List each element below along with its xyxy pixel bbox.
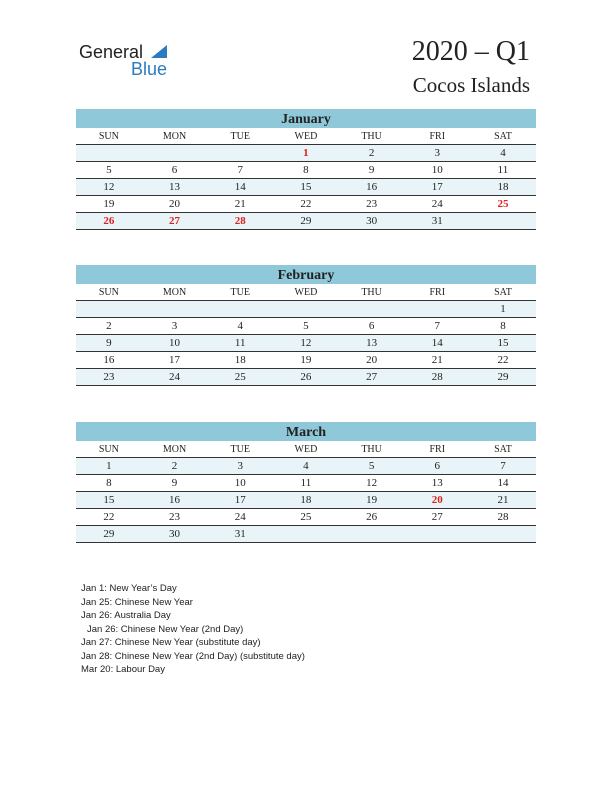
- week-row: [76, 145, 536, 162]
- weekday-header-row: [76, 284, 536, 301]
- day-cell: 27: [431, 511, 443, 523]
- day-cell: 20: [169, 198, 181, 210]
- day-cell: 24: [169, 371, 181, 383]
- day-cell: 31: [234, 528, 246, 540]
- day-cell: 21: [497, 494, 509, 506]
- week-row: [76, 352, 536, 369]
- holiday-day-cell: 28: [234, 215, 246, 227]
- day-cell: 17: [234, 494, 246, 506]
- day-cell: 11: [234, 337, 246, 349]
- day-cell: 14: [497, 477, 509, 489]
- day-cell: 10: [169, 337, 181, 349]
- day-cell: 7: [500, 460, 506, 472]
- weekday-label: WED: [294, 287, 318, 298]
- weekday-label: WED: [294, 131, 318, 142]
- day-cell: 3: [171, 320, 178, 332]
- day-cell: [339, 526, 405, 542]
- day-cell: 24: [234, 511, 246, 523]
- week-row: [76, 213, 536, 230]
- day-cell: 9: [171, 477, 178, 489]
- day-cell: 10: [431, 164, 443, 176]
- weekday-label: THU: [361, 444, 382, 455]
- day-cell: 29: [103, 528, 115, 540]
- weekday-label: TUE: [230, 287, 250, 298]
- day-cell: 17: [169, 354, 181, 366]
- week-row: [76, 179, 536, 196]
- holiday-day-cell: 27: [169, 215, 181, 227]
- week-row: [76, 458, 536, 475]
- day-cell: 21: [431, 354, 443, 366]
- day-cell: [207, 145, 273, 161]
- weekday-header-row: [76, 441, 536, 458]
- day-cell: 7: [434, 320, 441, 332]
- day-cell: 13: [169, 181, 181, 193]
- day-cell: 5: [106, 164, 112, 176]
- week-row: [76, 335, 536, 352]
- day-cell: 22: [300, 198, 312, 210]
- day-cell: [273, 301, 339, 317]
- day-cell: 30: [366, 215, 378, 227]
- day-cell: 12: [366, 477, 378, 489]
- day-cell: 8: [500, 320, 506, 332]
- week-row: [76, 301, 536, 318]
- day-cell: 8: [106, 477, 112, 489]
- day-cell: 6: [434, 460, 441, 472]
- page-subtitle: Cocos Islands: [412, 73, 530, 97]
- logo-text-blue: Blue: [131, 59, 168, 79]
- day-cell: 16: [103, 354, 115, 366]
- day-cell: 23: [169, 511, 181, 523]
- day-cell: 18: [300, 494, 312, 506]
- weekday-label: SAT: [494, 287, 512, 298]
- month-march: [76, 422, 536, 543]
- day-cell: 16: [169, 494, 181, 506]
- day-cell: 18: [234, 354, 246, 366]
- weekday-label: MON: [162, 131, 187, 142]
- day-cell: 30: [169, 528, 181, 540]
- day-cell: 20: [366, 354, 378, 366]
- day-cell: 23: [366, 198, 378, 210]
- day-cell: 2: [368, 147, 375, 159]
- day-cell: 22: [497, 354, 509, 366]
- page-title: 2020 – Q1: [411, 36, 530, 67]
- weekday-label: FRI: [429, 131, 446, 142]
- day-cell: 19: [300, 354, 312, 366]
- day-cell: 5: [303, 320, 309, 332]
- day-cell: 12: [103, 181, 115, 193]
- holiday-notes: [81, 582, 305, 677]
- weekday-label: FRI: [429, 287, 446, 298]
- day-cell: 29: [300, 215, 312, 227]
- day-cell: [470, 526, 536, 542]
- day-cell: 15: [300, 181, 312, 193]
- holiday-note: Jan 25: Chinese New Year: [81, 596, 193, 608]
- day-cell: 4: [303, 460, 309, 472]
- day-cell: 18: [497, 181, 509, 193]
- holiday-note: Jan 28: Chinese New Year (2nd Day) (substitute day): [81, 650, 305, 662]
- week-row: [76, 492, 536, 509]
- day-cell: 17: [431, 181, 443, 193]
- day-cell: 5: [368, 460, 375, 472]
- weekday-label: SUN: [98, 287, 119, 298]
- weekday-label: TUE: [230, 444, 250, 455]
- week-row: [76, 318, 536, 335]
- weekday-label: THU: [361, 287, 382, 298]
- day-cell: 31: [431, 215, 443, 227]
- day-cell: [142, 301, 208, 317]
- day-cell: 2: [171, 460, 178, 472]
- day-cell: [76, 145, 142, 161]
- weekday-label: SAT: [494, 444, 512, 455]
- brand-logo: [79, 42, 179, 82]
- day-cell: [207, 301, 273, 317]
- day-cell: 24: [431, 198, 443, 210]
- week-row: [76, 196, 536, 213]
- day-cell: [142, 145, 208, 161]
- holiday-note: Jan 27: Chinese New Year (substitute day): [81, 637, 261, 648]
- day-cell: [76, 301, 142, 317]
- weekday-label: WED: [294, 444, 318, 455]
- weekday-label: SAT: [494, 131, 512, 142]
- day-cell: 3: [237, 460, 243, 472]
- day-cell: 13: [431, 477, 443, 489]
- day-cell: 6: [368, 320, 375, 332]
- day-cell: 2: [106, 320, 112, 332]
- week-row: [76, 369, 536, 386]
- day-cell: 16: [366, 181, 378, 193]
- day-cell: [404, 301, 470, 317]
- logo-text-general: General: [79, 42, 144, 62]
- holiday-day-cell: 25: [497, 198, 509, 210]
- day-cell: 11: [497, 164, 509, 176]
- weekday-label: FRI: [429, 444, 446, 455]
- day-cell: 23: [103, 371, 115, 383]
- day-cell: 27: [366, 371, 378, 383]
- holiday-day-cell: 26: [103, 215, 115, 227]
- day-cell: 12: [300, 337, 312, 349]
- day-cell: [470, 213, 536, 229]
- weekday-label: MON: [162, 444, 187, 455]
- day-cell: 25: [234, 371, 246, 383]
- holiday-note: Jan 26: Australia Day: [81, 610, 171, 621]
- week-row: [76, 475, 536, 492]
- day-cell: 3: [434, 147, 441, 159]
- week-row: [76, 162, 536, 179]
- week-row: [76, 526, 536, 543]
- day-cell: 22: [103, 511, 115, 523]
- day-cell: [339, 301, 405, 317]
- month-february: [76, 265, 536, 386]
- holiday-note: Mar 20: Labour Day: [81, 664, 165, 675]
- day-cell: [273, 526, 339, 542]
- holiday-day-cell: 20: [431, 494, 443, 506]
- day-cell: 1: [106, 460, 112, 472]
- day-cell: 19: [366, 494, 378, 506]
- day-cell: 19: [103, 198, 115, 210]
- day-cell: 7: [237, 164, 243, 176]
- day-cell: 26: [366, 511, 378, 523]
- weekday-label: SUN: [98, 444, 119, 455]
- day-cell: 28: [497, 511, 509, 523]
- day-cell: 11: [300, 477, 312, 489]
- weekday-label: MON: [162, 287, 187, 298]
- day-cell: 14: [431, 337, 443, 349]
- weekday-label: TUE: [230, 131, 250, 142]
- month-name: January: [76, 109, 536, 128]
- day-cell: 21: [234, 198, 246, 210]
- logo-triangle-icon: [151, 45, 167, 58]
- day-cell: 9: [368, 164, 375, 176]
- day-cell: 28: [431, 371, 443, 383]
- day-cell: [404, 526, 470, 542]
- day-cell: 15: [497, 337, 509, 349]
- holiday-note: Jan 26: Chinese New Year (2nd Day): [87, 623, 244, 635]
- day-cell: 1: [500, 303, 506, 315]
- day-cell: 6: [171, 164, 178, 176]
- month-name: February: [76, 265, 536, 284]
- day-cell: 10: [234, 477, 246, 489]
- day-cell: 25: [300, 511, 312, 523]
- day-cell: 13: [366, 337, 378, 349]
- weekday-header-row: [76, 128, 536, 145]
- weekday-label: THU: [361, 131, 382, 142]
- day-cell: 26: [300, 371, 312, 383]
- day-cell: 4: [237, 320, 243, 332]
- day-cell: 8: [303, 164, 309, 176]
- day-cell: 9: [106, 337, 112, 349]
- day-cell: 14: [234, 181, 246, 193]
- holiday-day-cell: 1: [303, 147, 309, 159]
- week-row: [76, 509, 536, 526]
- day-cell: 4: [500, 147, 506, 159]
- holiday-note: Jan 1: New Year’s Day: [81, 583, 177, 594]
- day-cell: 29: [497, 371, 509, 383]
- day-cell: 15: [103, 494, 115, 506]
- month-january: [76, 109, 536, 230]
- month-name: March: [76, 422, 536, 441]
- weekday-label: SUN: [98, 131, 119, 142]
